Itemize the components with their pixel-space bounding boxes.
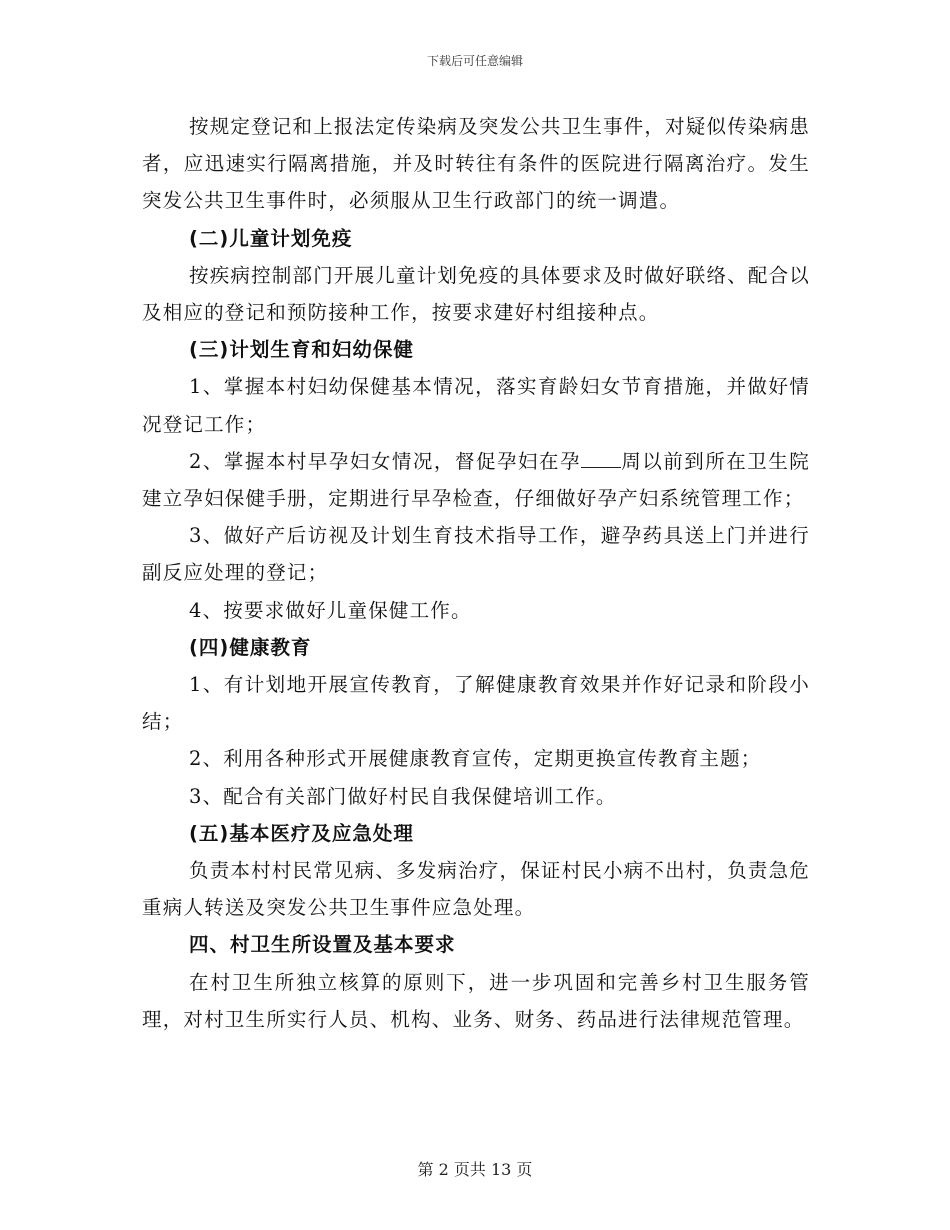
heading-child-immunization: (二)儿童计划免疫 bbox=[189, 226, 353, 250]
paragraph-health-education-item-3: 3、配合有关部门做好村民自我保健培训工作。 bbox=[189, 784, 617, 808]
paragraph-child-immunization: 按疾病控制部门开展儿童计划免疫的具体要求及时做好联络、配合以及相应的登记和预防接种工作，按要求建好村组接种点。 bbox=[142, 263, 811, 325]
paragraph-family-planning-item-1: 1、掌握本村妇幼保健基本情况，落实育龄妇女节育措施，并做好情况登记工作； bbox=[142, 375, 810, 436]
paragraph-clinic-management: 在村卫生所独立核算的原则下，进一步巩固和完善乡村卫生服务管理，对村卫生所实行人员、机构、业务、财务、药品进行法律规范管理。 bbox=[142, 970, 810, 1031]
paragraph-health-education-item-1: 1、有计划地开展宣传教育，了解健康教育效果并作好记录和阶段小结； bbox=[142, 673, 810, 734]
item-2-text-after-blank: 周以前到所在卫生院建立孕妇保健手册，定期进行早孕检查，仔细做好孕产妇系统管理工作； bbox=[142, 449, 810, 511]
heading-section-four: 四、村卫生所设置及基本要求 bbox=[189, 933, 456, 957]
paragraph-family-planning-item-3: 3、做好产后访视及计划生育技术指导工作，避孕药具送上门并进行副反应处理的登记； bbox=[142, 524, 810, 585]
paragraph-family-planning-item-4: 4、按要求做好儿童保健工作。 bbox=[189, 598, 472, 622]
paragraph-family-planning-item-2 bbox=[142, 443, 810, 517]
document-body bbox=[142, 108, 810, 1038]
heading-family-planning: (三)计划生育和妇幼保健 bbox=[189, 338, 414, 362]
page-footer: 第 2 页共 13 页 bbox=[417, 1160, 533, 1179]
paragraph-basic-medical-care: 负责本村村民常见病、多发病治疗，保证村民小病不出村，负责急危重病人转送及突发公共卫生事件应急处理。 bbox=[142, 859, 811, 920]
item-2-text-before-blank: 2、掌握本村早孕妇女情况，督促孕妇在孕 bbox=[189, 449, 581, 473]
heading-health-education: (四)健康教育 bbox=[189, 635, 312, 659]
paragraph-infectious-disease-reporting: 按规定登记和上报法定传染病及突发公共卫生事件，对疑似传染病患者，应迅速实行隔离措施，并及时转往有条件的医院进行隔离治疗。发生突发公共卫生事件时，必须服从卫生行政部门的统一调遣。 bbox=[142, 115, 811, 213]
heading-basic-medical-care: (五)基本医疗及应急处理 bbox=[189, 821, 414, 845]
fill-in-blank bbox=[581, 449, 621, 468]
page-header: 下载后可任意编辑 bbox=[426, 54, 523, 68]
paragraph-health-education-item-2: 2、利用各种形式开展健康教育宣传，定期更换宣传教育主题； bbox=[189, 747, 762, 771]
